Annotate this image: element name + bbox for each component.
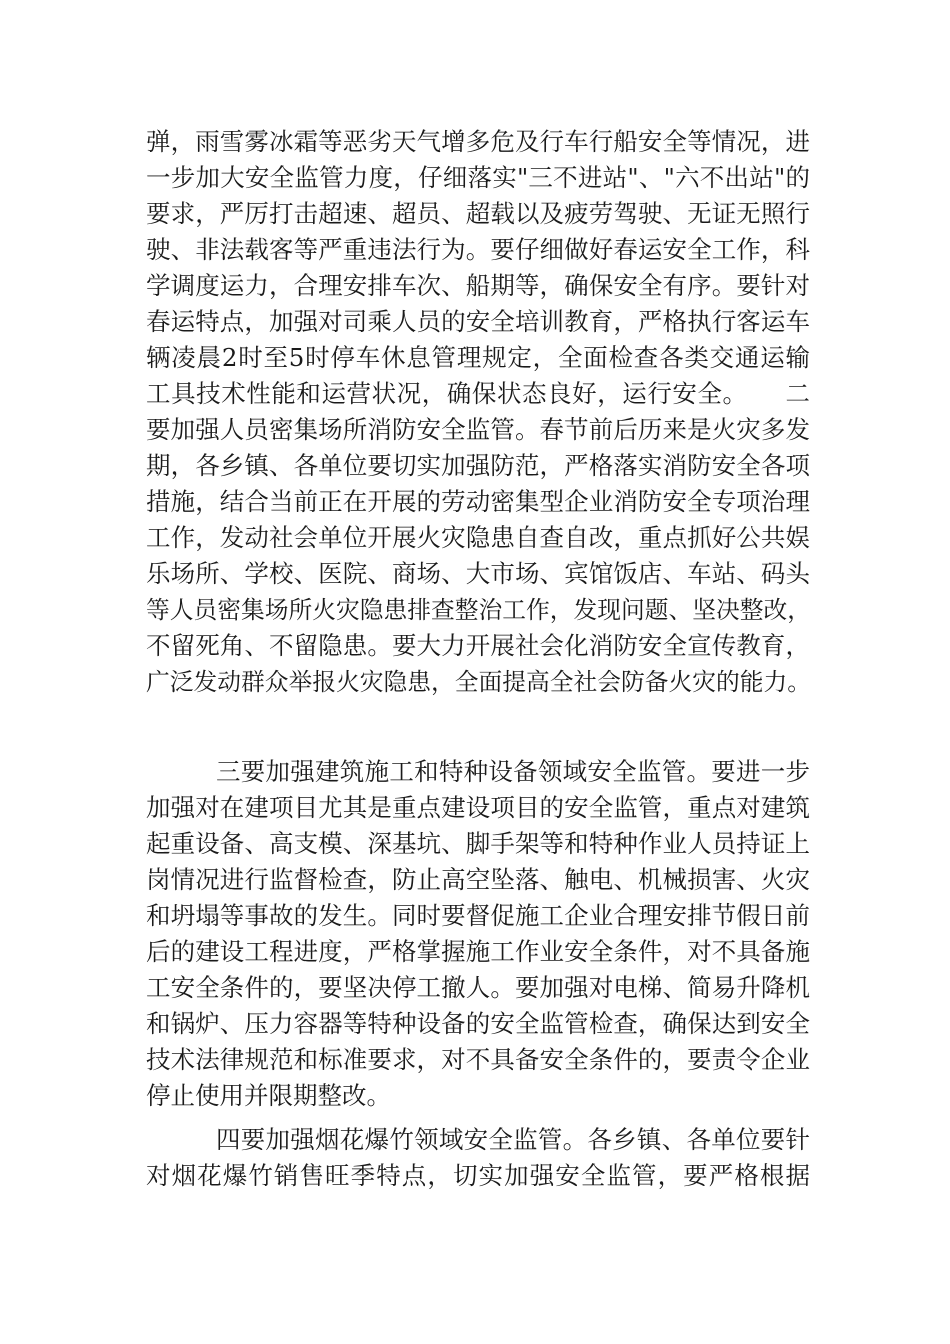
text-line: 弹，雨雪雾冰霜等恶劣天气增多危及行车行船安全等情况，进 [146, 127, 810, 156]
text-line: 和坍塌等事故的发生。同时要督促施工企业合理安排节假日前 [146, 901, 810, 930]
text-line: 措施，结合当前正在开展的劳动密集型企业消防安全专项治理 [146, 487, 810, 516]
text-line: 要求，严厉打击超速、超员、超载以及疲劳驾驶、无证无照行 [146, 199, 810, 228]
text-line: 一步加大安全监管力度，仔细落实"三不进站"、"六不出站"的 [146, 163, 810, 192]
text-line: 春运特点，加强对司乘人员的安全培训教育，严格执行客运车 [146, 307, 810, 336]
text-line: 工作，发动社会单位开展火灾隐患自查自改，重点抓好公共娱 [146, 523, 810, 552]
text-line: 辆凌晨2时至5时停车休息管理规定，全面检查各类交通运输 [146, 343, 810, 372]
text-line: 期，各乡镇、各单位要切实加强防范，严格落实消防安全各项 [146, 451, 810, 480]
paragraph-first-line: 四要加强烟花爆竹领域安全监管。各乡镇、各单位要针 [216, 1125, 810, 1154]
paragraph-first-line: 三要加强建筑施工和特种设备领域安全监管。要进一步 [216, 757, 810, 786]
text-line: 广泛发动群众举报火灾隐患，全面提高全社会防备火灾的能力。 [146, 668, 812, 696]
text-line: 等人员密集场所火灾隐患排查整治工作，发现问题、坚决整改， [146, 596, 812, 624]
text-line: 后的建设工程进度，严格掌握施工作业安全条件，对不具备施 [146, 937, 810, 966]
text-line: 加强对在建项目尤其是重点建设项目的安全监管，重点对建筑 [146, 793, 810, 822]
text-line: 起重设备、高支模、深基坑、脚手架等和特种作业人员持证上 [146, 829, 810, 858]
text-line: 驶、非法载客等严重违法行为。要仔细做好春运安全工作，科 [146, 235, 810, 264]
text-line: 对烟花爆竹销售旺季特点，切实加强安全监管，要严格根据 [146, 1161, 810, 1190]
text-line: 要加强人员密集场所消防安全监管。春节前后历来是火灾多发 [146, 415, 810, 444]
text-line: 工安全条件的，要坚决停工撤人。要加强对电梯、简易升降机 [146, 973, 810, 1002]
text-line: 岗情况进行监督检查，防止高空坠落、触电、机械损害、火灾 [146, 865, 810, 894]
text-line: 和锅炉、压力容器等特种设备的安全监管检查，确保达到安全 [146, 1009, 810, 1038]
text-line: 乐场所、学校、医院、商场、大市场、宾馆饭店、车站、码头 [146, 559, 810, 588]
text-line: 技术法律规范和标准要求，对不具备安全条件的，要责令企业 [146, 1045, 810, 1074]
text-line: 停止使用并限期整改。 [146, 1081, 391, 1110]
text-line: 不留死角、不留隐患。要大力开展社会化消防安全宣传教育， [146, 631, 810, 660]
text-line: 工具技术性能和运营状况，确保状态良好，运行安全。 二 [146, 379, 810, 408]
text-line: 学调度运力，合理安排车次、船期等，确保安全有序。要针对 [146, 271, 810, 300]
